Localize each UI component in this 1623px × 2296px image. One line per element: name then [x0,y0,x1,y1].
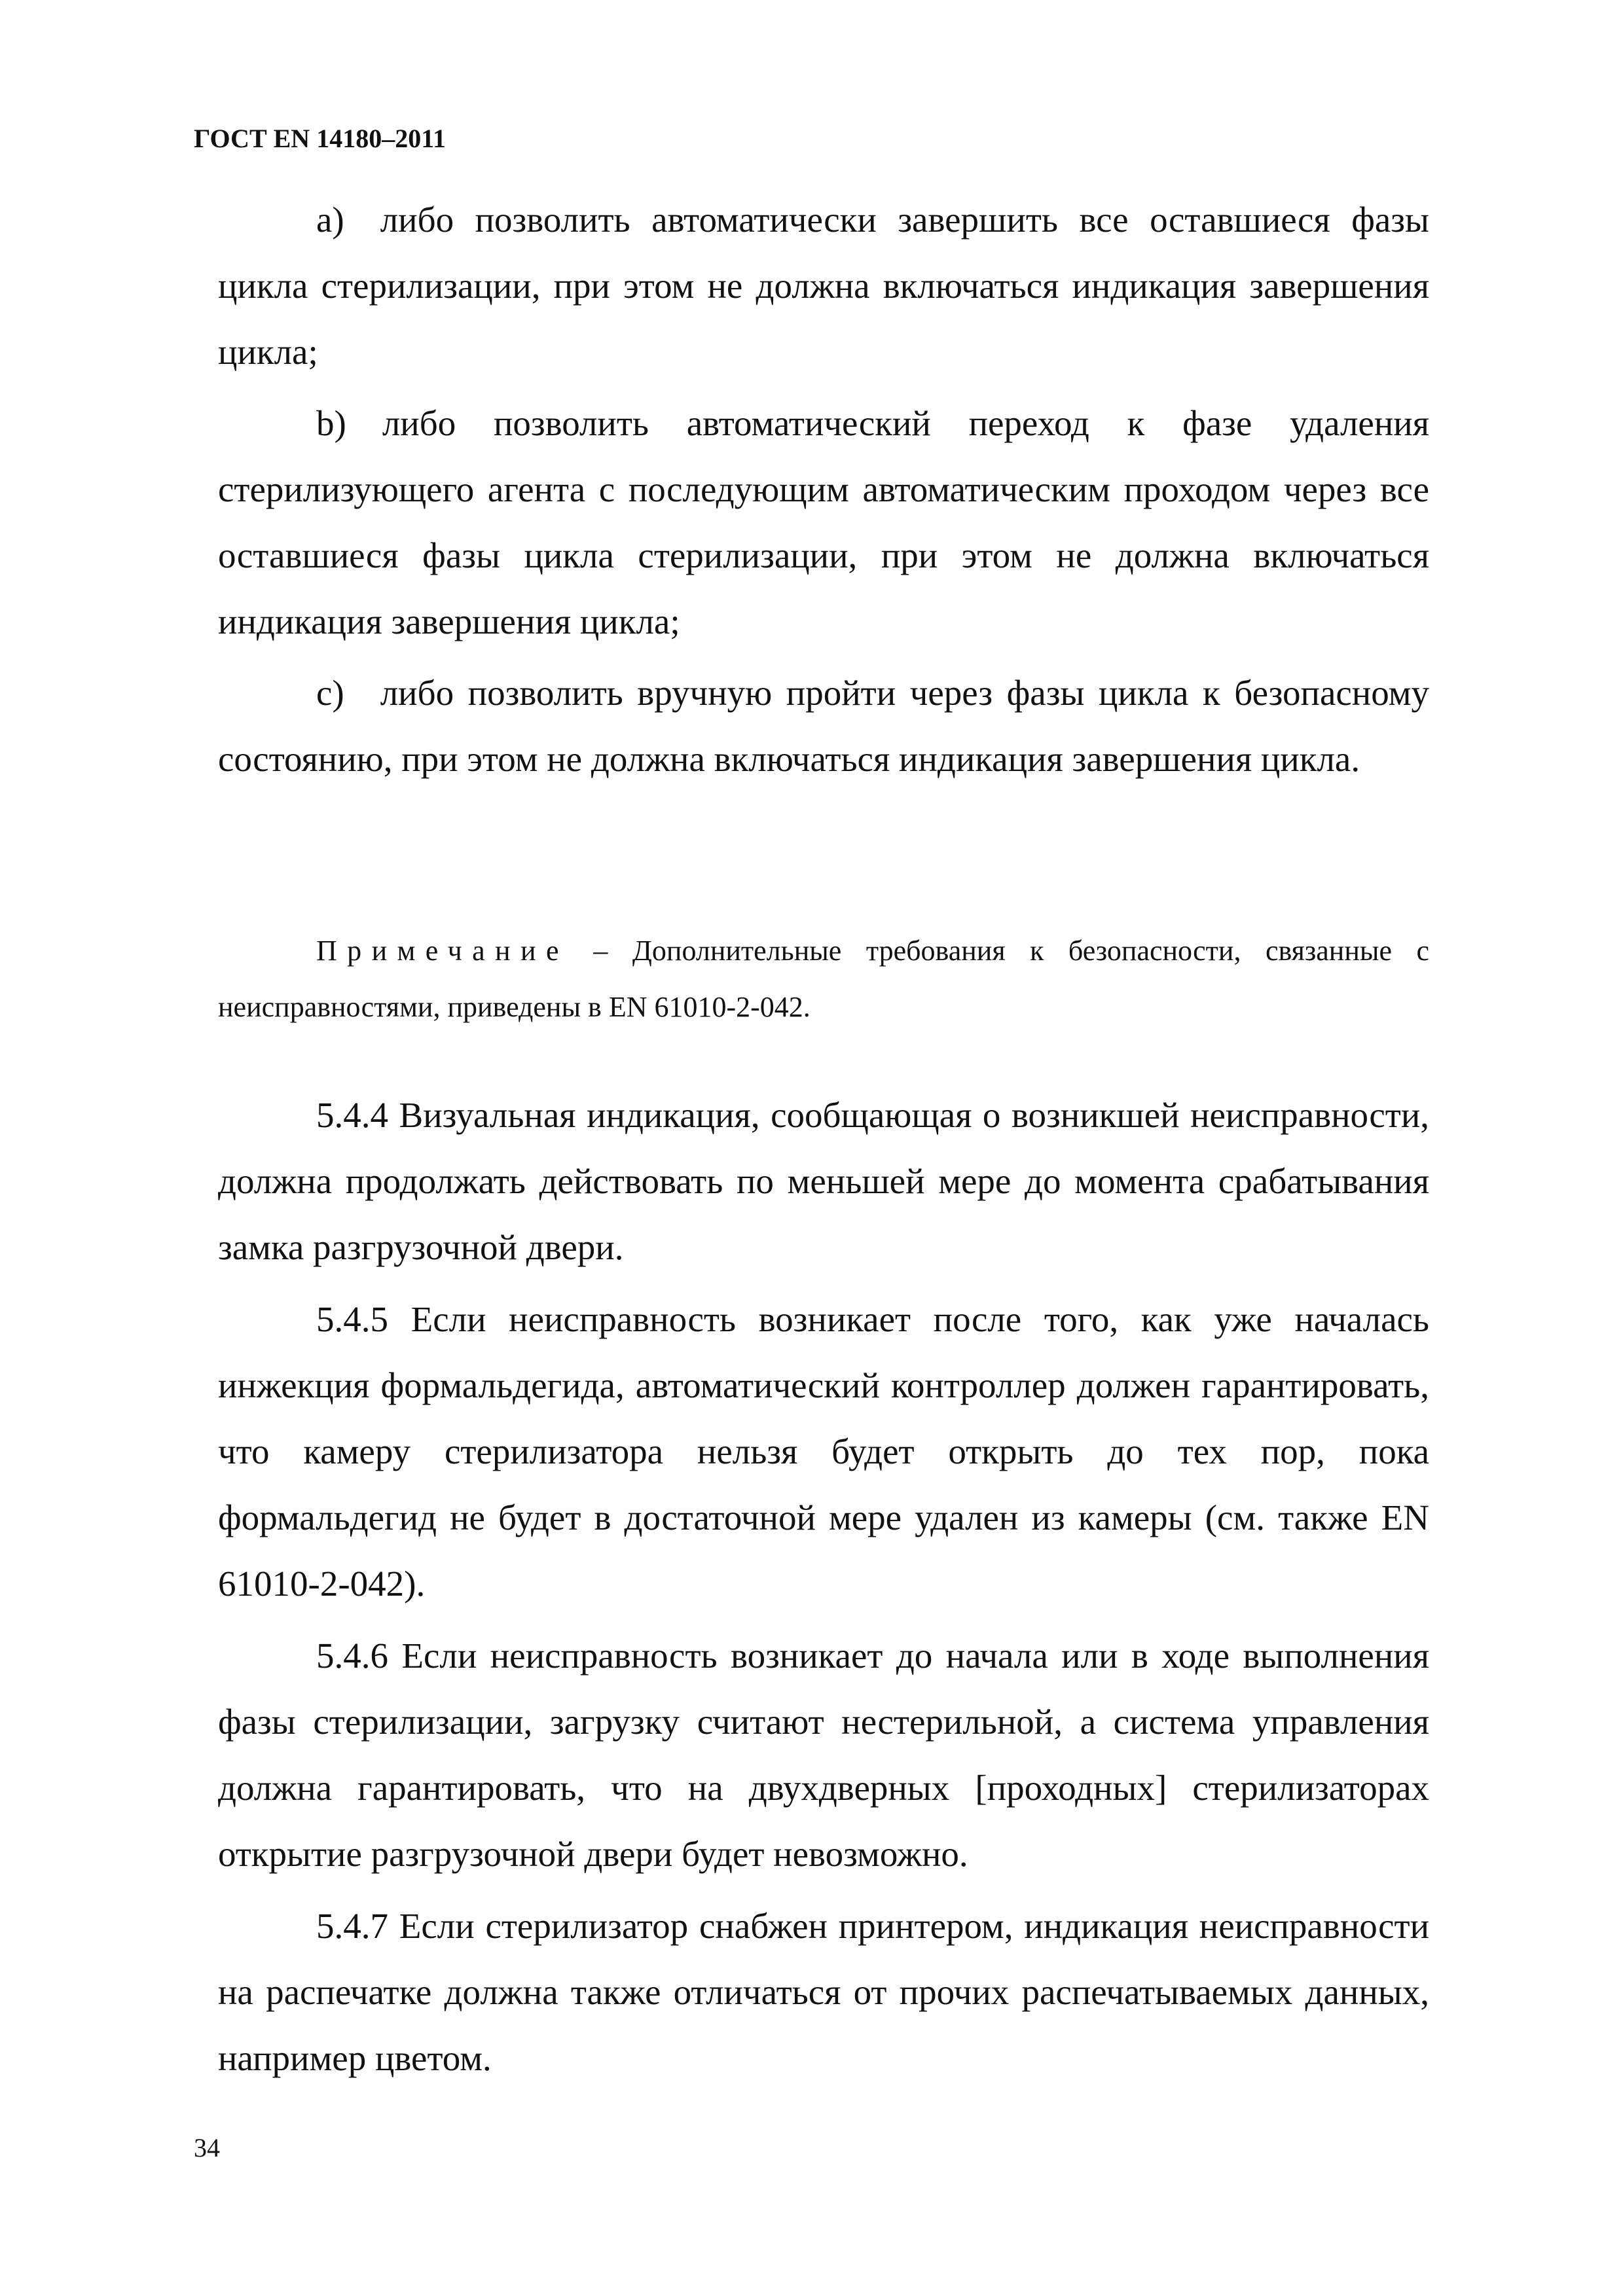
page-number: 34 [194,2133,220,2162]
clause-5-4-6 [218,1623,1429,1887]
clause-5-4-4 [218,1082,1429,1280]
list-item-text: либо позволить автоматический переход к фазе удаления стерилизующего агента с последующим автоматическим проходом через все оставшиеся фазы цикла стерилизации, при этом не должна включаться индикация завершения цикла; [218,403,1429,641]
clause-number: 5.4.7 [316,1906,388,1946]
list-item-text: либо позволить автоматически завершить все оставшиеся фазы цикла стерилизации, при этом не должна включаться индикация завершения цикла; [218,200,1429,372]
list-marker: b) [316,403,346,443]
list-item-text: либо позволить вручную пройти через фазы цикла к безопасному состоянию, при этом не должна включаться индикация завершения цикла. [218,673,1429,779]
clause-text: Если неисправность возникает после того, как уже началась инжекция формальдегида, автоматический контроллер должен гарантировать, что камеру стерилизатора нельзя будет открыть до тех пор, пока формальдегид не будет в достаточной мере удален из камеры (см. также EN 61010-2-042). [218,1299,1429,1604]
note-label: Примечание [316,935,569,967]
clauses [218,1082,1429,2091]
list-item-b [218,390,1429,655]
note-text: – Дополнительные требования к безопасности, связанные с неисправностями, приведены в EN 61010-2-042. [218,935,1430,1023]
clause-number: 5.4.4 [316,1095,388,1135]
list-marker: a) [316,200,344,240]
list-marker: c) [316,673,344,713]
list-item-c [218,660,1429,792]
clause-number: 5.4.6 [316,1636,388,1676]
clause-text: Визуальная индикация, сообщающая о возникшей неисправности, должна продолжать действовать по меньшей мере до момента срабатывания замка разгрузочной двери. [218,1095,1430,1267]
clause-number: 5.4.5 [316,1299,388,1339]
note [218,923,1429,1035]
document-header: ГОСТ EN 14180–2011 [194,124,446,153]
clause-text: Если стерилизатор снабжен принтером, индикация неисправности на распечатке должна также отличаться от прочих распечатываемых данных, например цветом. [218,1906,1429,2078]
clause-5-4-5 [218,1286,1429,1617]
clause-text: Если неисправность возникает до начала или в ходе выполнения фазы стерилизации, загрузку считают нестерильной, а система управления должна гарантировать, что на двухдверных [проходных] стерилизаторах открытие разгрузочной двери будет невозможно. [218,1636,1430,1874]
list-items [218,187,1429,792]
list-item-a [218,187,1429,385]
clause-5-4-7 [218,1893,1429,2091]
